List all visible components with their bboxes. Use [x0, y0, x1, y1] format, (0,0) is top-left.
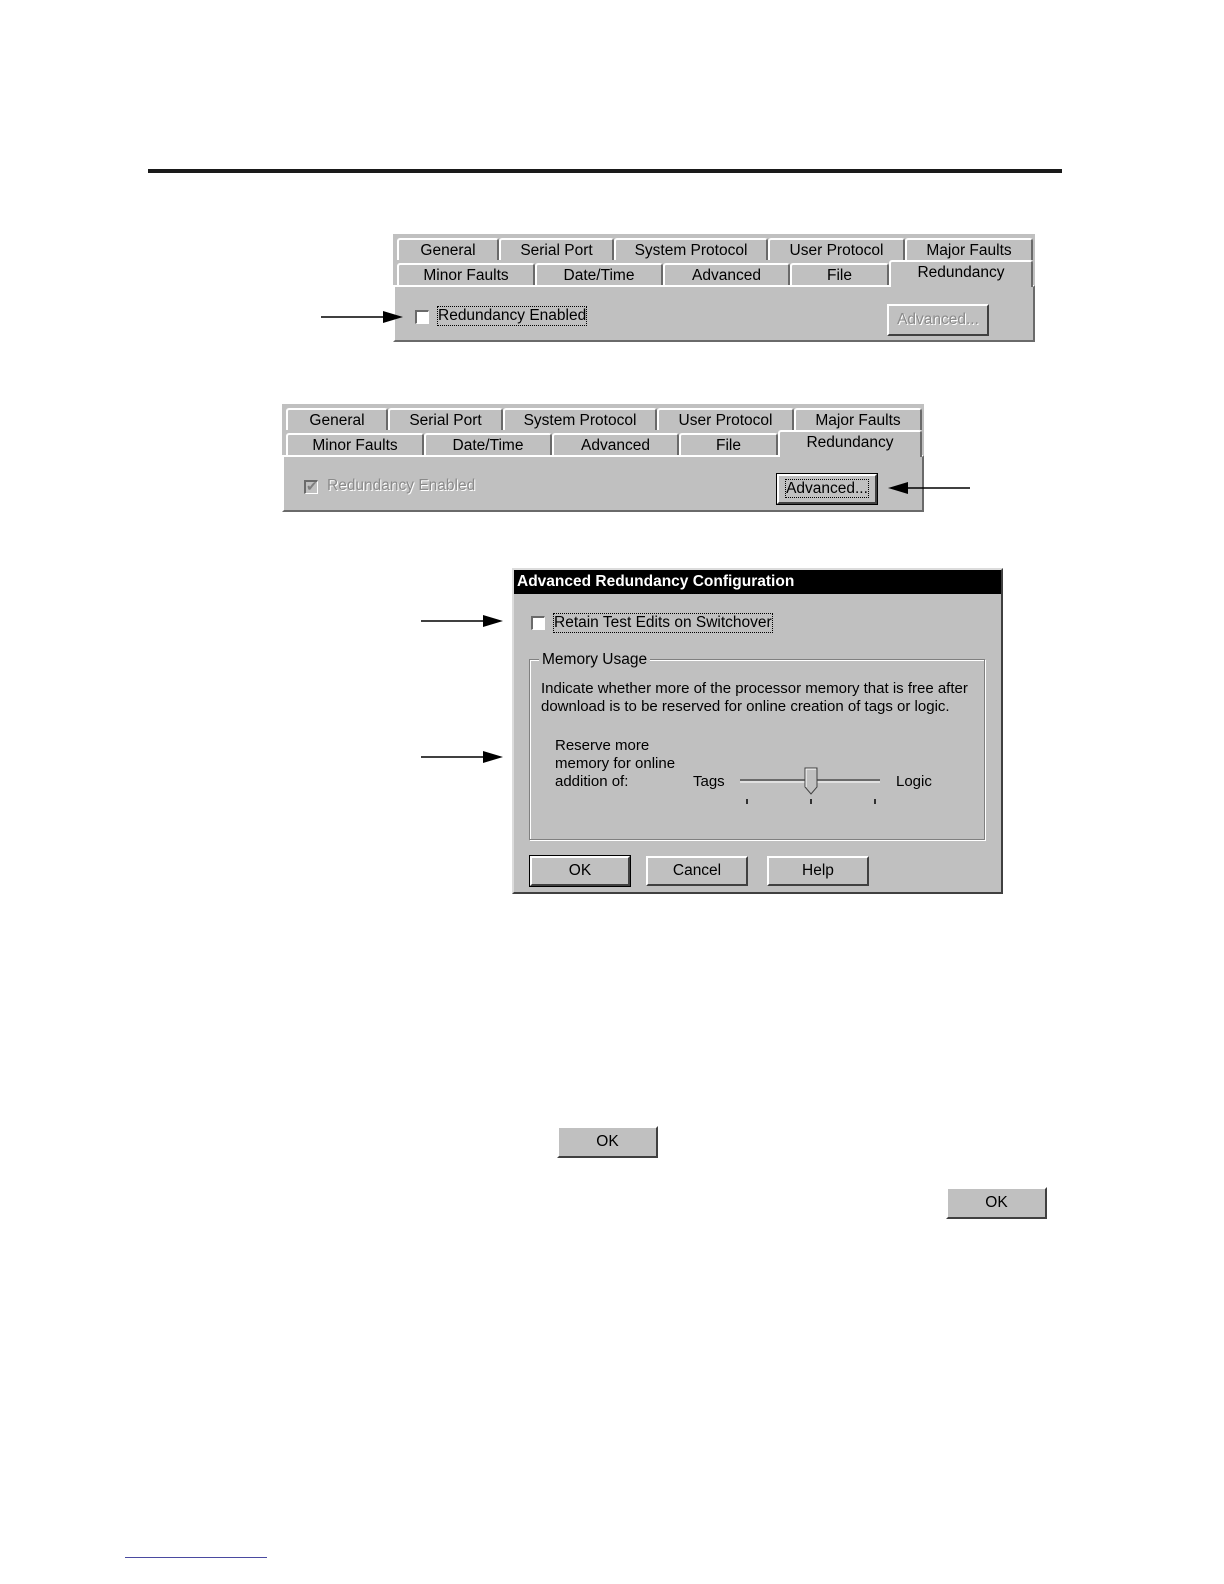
memory-description-line-1: Indicate whether more of the processor memory that is free after — [541, 680, 968, 697]
memory-usage-title: Memory Usage — [539, 651, 650, 669]
ok-button[interactable]: OK — [946, 1187, 1047, 1219]
help-button[interactable]: Help — [767, 856, 869, 886]
callout-arrow-icon — [321, 310, 403, 324]
reserve-label-line-1: Reserve more — [555, 737, 650, 754]
callout-arrow-icon — [421, 750, 503, 764]
redundancy-enabled-checkbox[interactable] — [415, 310, 429, 324]
tab-system-protocol[interactable]: System Protocol — [614, 238, 768, 260]
ok-button[interactable]: OK — [557, 1126, 658, 1158]
tab-date-time[interactable]: Date/Time — [535, 263, 663, 285]
controller-properties-panel-1 — [393, 234, 1035, 342]
slider-label-logic: Logic — [896, 773, 932, 790]
tab-redundancy[interactable]: Redundancy — [778, 430, 922, 457]
ok-button[interactable]: OK — [530, 856, 630, 886]
tab-serial-port[interactable]: Serial Port — [388, 408, 503, 430]
slider-thumb[interactable] — [805, 768, 817, 794]
tab-system-protocol[interactable]: System Protocol — [503, 408, 657, 430]
controller-properties-panel-2 — [282, 404, 924, 512]
tab-general[interactable]: General — [397, 238, 499, 260]
advanced-button-label: Advanced... — [786, 480, 868, 497]
memory-reserve-slider[interactable] — [736, 766, 884, 808]
redundancy-enabled-label: Redundancy Enabled — [327, 477, 476, 494]
tab-minor-faults[interactable]: Minor Faults — [397, 263, 535, 285]
tab-file[interactable]: File — [790, 263, 889, 285]
footer-link-underline — [125, 1557, 267, 1558]
tab-minor-faults[interactable]: Minor Faults — [286, 433, 424, 455]
retain-test-edits-label: Retain Test Edits on Switchover — [554, 614, 772, 631]
advanced-button-label: Advanced... — [897, 311, 979, 328]
tab-advanced[interactable]: Advanced — [552, 433, 679, 455]
redundancy-enabled-checkbox[interactable] — [304, 480, 318, 494]
tab-serial-port[interactable]: Serial Port — [499, 238, 614, 260]
cancel-button[interactable]: Cancel — [646, 856, 748, 886]
advanced-button[interactable] — [887, 304, 989, 336]
reserve-label-line-3: addition of: — [555, 773, 629, 790]
checkmark-icon: ✔ — [306, 478, 318, 494]
tab-advanced[interactable]: Advanced — [663, 263, 790, 285]
tab-date-time[interactable]: Date/Time — [424, 433, 552, 455]
tab-user-protocol[interactable]: User Protocol — [768, 238, 905, 260]
slider-label-tags: Tags — [693, 773, 725, 790]
reserve-label-line-2: memory for online — [555, 755, 676, 772]
tab-redundancy[interactable]: Redundancy — [889, 260, 1033, 287]
retain-test-edits-checkbox[interactable] — [531, 616, 545, 630]
memory-description-line-2: download is to be reserved for online creation of tags or logic. — [541, 698, 950, 715]
dialog-title: Advanced Redundancy Configuration — [514, 570, 1001, 594]
tab-file[interactable]: File — [679, 433, 778, 455]
advanced-redundancy-dialog — [512, 568, 1003, 894]
redundancy-enabled-label: Redundancy Enabled — [438, 307, 587, 324]
header-rule — [148, 169, 1062, 173]
tab-user-protocol[interactable]: User Protocol — [657, 408, 794, 430]
tab-major-faults[interactable]: Major Faults — [794, 408, 922, 430]
callout-arrow-icon — [421, 614, 503, 628]
tab-general[interactable]: General — [286, 408, 388, 430]
tab-major-faults[interactable]: Major Faults — [905, 238, 1033, 260]
callout-arrow-icon — [888, 481, 970, 495]
advanced-button[interactable] — [777, 474, 877, 504]
